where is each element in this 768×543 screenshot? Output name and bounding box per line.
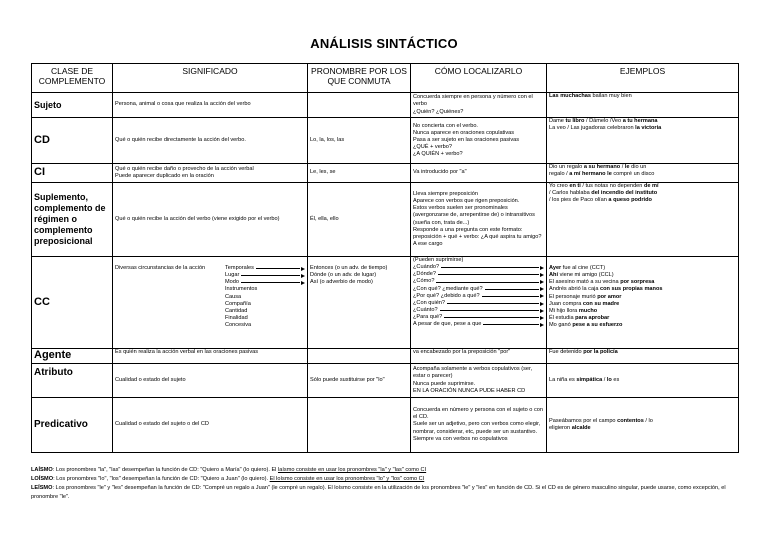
cc-example-item: El personaje murió por amor [549, 293, 622, 300]
footnotes [31, 466, 741, 502]
cc-example-item: Ayer fue al cine (CCT) [549, 265, 606, 271]
cc-type-item: Temporales [225, 265, 305, 272]
clase-cell: CD [32, 118, 113, 164]
cc-question-item: ¿Con qué? ¿mediante qué? [413, 286, 544, 293]
header-significado: SIGNIFICADO [113, 64, 308, 93]
cc-question-item: ¿Cómo? [413, 278, 544, 285]
arrow-line [440, 310, 539, 311]
arrow-line [256, 268, 300, 269]
cc-question-item: ¿Por qué? ¿debido a qué? [413, 293, 544, 300]
arrow-head-icon [301, 267, 305, 271]
ejemplo-cell: Paseábamos por el campo contentos / lo eligieron alcalde [547, 398, 739, 453]
arrow-head-icon [540, 280, 544, 284]
note-loismo: LOÍSMO: Los pronombres "lo", "los" desempeñan la función de CD: "Quiero a Juan" (lo quiero). El loísmo consiste en usar los pronombres "lo" y "los" como CI [31, 475, 425, 482]
significado-cell: Persona, animal o cosa que realiza la acción del verbo [113, 93, 308, 118]
arrow-head-icon [540, 302, 544, 306]
clase-cell: Agente [32, 349, 113, 364]
cc-type-item: Compañía [225, 300, 251, 307]
arrow-line [444, 317, 539, 318]
pronombre-cell: Lo, la, los, las [308, 118, 411, 164]
pronombre-cell: Él, ella, ello [308, 183, 411, 257]
ejemplo-cell: Dame tu libro / Dámelo /Veo a tu hermana La veo / Las jugadoras celebraron la victoria [547, 118, 739, 164]
arrow-line [436, 282, 539, 283]
ejemplo-cell: Yo creo en ti / tus notas no dependen de mí / Carlos hablaba del incendio del instituto / los pies de Paco olían a queso podrido [547, 183, 739, 257]
table-row [32, 257, 739, 349]
cc-type-item: Instrumentos [225, 286, 258, 293]
page-title: ANÁLISIS SINTÁCTICO [310, 36, 458, 51]
significado-cell: Qué o quién recibe la acción del verbo (viene exigido por el verbo) [113, 183, 308, 257]
header-pronombre: PRONOMBRE POR LOS QUE CONMUTA [308, 64, 411, 93]
syntax-table [31, 63, 739, 453]
pronombre-cell [308, 93, 411, 118]
table-row [32, 183, 739, 257]
table-row [32, 398, 739, 453]
cc-type-item: Modo [225, 279, 305, 286]
pronombre-cell [308, 398, 411, 453]
cc-question-item: ¿Con quién? [413, 300, 544, 307]
arrow-head-icon [301, 274, 305, 278]
cc-type-item: Lugar [225, 272, 305, 279]
arrow-line [482, 296, 539, 297]
localizar-cell: (Pueden suprimirse) ¿Cuándo? ¿Dónde? ¿Cómo? ¿Con qué? ¿mediante qué? ¿Por qué? ¿debido a qué? ¿Con quién? ¿Cuánto? ¿Para qué? A pesar de que, pese a que [411, 257, 547, 349]
localizar-cell: Concuerda siempre en persona y número con el verbo ¿Quién? ¿Quiénes? [411, 93, 547, 118]
pronombre-cell: Sólo puede sustituirse por "lo" [308, 364, 411, 398]
table-row [32, 93, 739, 118]
ejemplo-cell: Las muchachas bailan muy bien [547, 93, 739, 118]
clase-cell: CI [32, 164, 113, 183]
arrow-head-icon [540, 266, 544, 270]
significado-cell: Diversas circunstancias de la acción Temporales Lugar Modo Instrumentos Causa Compañía Cantidad Finalidad Concesiva [113, 257, 308, 349]
arrow-head-icon [540, 273, 544, 277]
cc-type-item: Concesiva [225, 322, 252, 329]
ejemplo-cell: La niña es simpática / lo es [547, 364, 739, 398]
arrow-line [485, 289, 539, 290]
clase-cell: Predicativo [32, 398, 113, 453]
localizar-cell: Va introducido por "a" [411, 164, 547, 183]
cc-type-list [225, 265, 305, 329]
localizar-cell: Concuerda en número y persona con el sujeto o con el CD. Suele ser un adjetivo, pero con verbos como elegir, nombrar, considerar, etc, puede ser un sustantivo. Siempre va con verbos no copulativos [411, 398, 547, 453]
significado-cell: Qué o quién recibe daño o provecho de la acción verbal Puede aparecer duplicado en la oración [113, 164, 308, 183]
cc-question-item: ¿Cuándo? [413, 264, 544, 271]
pronombre-cell: Entonces (o un adv. de tiempo) Dónde (o un adv. de lugar) Así (o adverbio de modo) [308, 257, 411, 349]
arrow-line [441, 267, 539, 268]
cc-example-item: Mo ganó pese a su esfuerzo [549, 322, 623, 329]
cc-question-list [413, 264, 544, 328]
arrow-line [241, 275, 300, 276]
header-ejemplos: EJEMPLOS [547, 64, 739, 93]
table-row [32, 164, 739, 183]
ejemplo-cell [547, 257, 739, 349]
arrow-line [438, 274, 539, 275]
significado-cell: Cualidad o estado del sujeto [113, 364, 308, 398]
header-clase: CLASE DE COMPLEMENTO [32, 64, 113, 93]
clase-cell: Atributo [32, 364, 113, 398]
cc-question-item: A pesar de que, pese a que [413, 321, 544, 328]
pronombre-cell: Le, les, se [308, 164, 411, 183]
cc-example-item: El asesino mató a su vecina por sorpresa [549, 279, 655, 286]
cc-example-item: Ahí viene mi amigo (CCL) [549, 272, 614, 279]
cc-example-item: Mi hijo llora mucho [549, 307, 598, 314]
significado-cell: Cualidad o estado del sujeto o del CD [113, 398, 308, 453]
arrow-head-icon [540, 294, 544, 298]
header-localizar: CÓMO LOCALIZARLO [411, 64, 547, 93]
arrow-head-icon [540, 316, 544, 320]
clase-cell: CC [32, 257, 113, 349]
table-row [32, 364, 739, 398]
cc-question-item: ¿Dónde? [413, 271, 544, 278]
arrow-head-icon [540, 309, 544, 313]
clase-cell: Suplemento, complemento de régimen o complemento preposicional [32, 183, 113, 257]
arrow-head-icon [540, 323, 544, 327]
arrow-head-icon [301, 281, 305, 285]
localizar-cell: Lleva siempre preposición Aparece con verbos que rigen preposición. Estos verbos suelen ser pronominales (avergonzarse de, arrepentirse de) o intransitivos (sueña con, trata de...) Responde a una pregunta con este formato: preposición + qué + verbo: ¿A qué aspira tu amigo? A ese cargo [411, 183, 547, 257]
cc-question-item: ¿Cuánto? [413, 307, 544, 314]
significado-cell: Qué o quién recibe directamente la acción del verbo. [113, 118, 308, 164]
arrow-head-icon [540, 287, 544, 291]
ejemplo-cell: Fue detenido por la policía [547, 349, 739, 364]
arrow-line [241, 282, 300, 283]
table-row [32, 349, 739, 364]
table-row [32, 118, 739, 164]
cc-example-item: Juan compra con su madre [549, 300, 620, 307]
significado-cell: Es quién realiza la acción verbal en las oraciones pasivas [113, 349, 308, 364]
cc-question-item: ¿Para qué? [413, 314, 544, 321]
clase-cell: Sujeto [32, 93, 113, 118]
ejemplo-cell: Dio un regalo a su hermano / le dio un regalo / a mí hermano le compré un disco [547, 164, 739, 183]
note-laismo: LAÍSMO: Los pronombres "la", "las" desempeñan la función de CD: "Quiero a María" (lo quiero). El laísmo consiste en usar los pronombres "la" y "las" como CI [31, 467, 427, 473]
arrow-line [447, 303, 539, 304]
arrow-line [483, 324, 539, 325]
cc-type-item: Finalidad [225, 315, 248, 322]
localizar-cell: Acompaña solamente a verbos copulativos (ser, estar o parecer) Nunca puede suprimirse. EN LA ORACIÓN NUNCA PUDE HABER CD [411, 364, 547, 398]
pronombre-cell [308, 349, 411, 364]
cc-type-item: Cantidad [225, 307, 248, 314]
cc-example-list [549, 265, 736, 329]
localizar-cell: va encabezado por la preposición "por" [411, 349, 547, 364]
cc-example-item: Él estudia para aprobar [549, 315, 610, 322]
localizar-cell: No concierta con el verbo. Nunca aparece en oraciones copulativas Pasa a ser sujeto en las oraciones pasivas ¿QUÉ + verbo? ¿A QUIÉN + verbo? [411, 118, 547, 164]
cc-type-item: Causa [225, 293, 242, 300]
cc-example-item: Andrés abrió la caja con sus propias manos [549, 286, 663, 293]
note-leismo: LEÍSMO: Los pronombres "le" y "les" desempeñan la función de CD: "Compré un regalo a Juan" (le compré un regalo). El loísmo consiste en la utilización de los pronombres "le" y "les" en función de CD. Si el CD es de género masculino singular, puede usarse, como excepción, el pronombre "le". [31, 484, 726, 500]
header-row [32, 64, 739, 93]
